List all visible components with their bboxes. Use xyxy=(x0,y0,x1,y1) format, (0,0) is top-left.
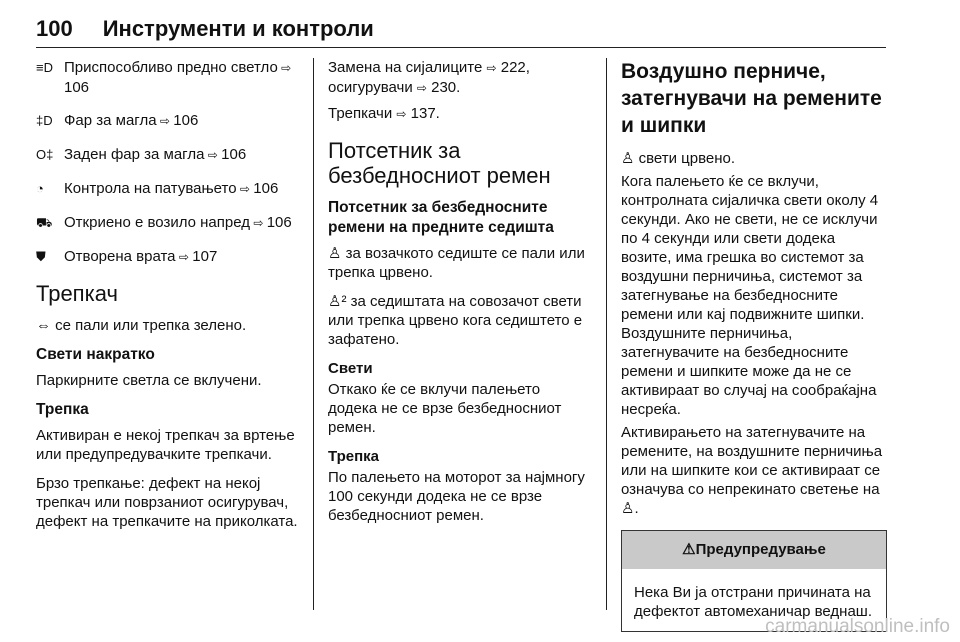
subheading-lights: Свети xyxy=(328,360,373,377)
header-divider xyxy=(36,47,886,48)
page-header xyxy=(36,6,886,42)
column-divider xyxy=(313,58,314,610)
paragraph: По палењето на моторот за најмногу 100 секунди додека не се врзе безбедносниот ремен. xyxy=(328,469,585,524)
reference-arrow-icon: ⇨ xyxy=(396,107,407,121)
column-3 xyxy=(621,58,887,632)
reference-arrow-icon: ⇨ xyxy=(204,148,222,162)
subheading-blinks: Трепка xyxy=(328,448,380,465)
paragraph: Паркирните светла се вклучени. xyxy=(36,372,262,389)
warning-header: ⚠Предупредување xyxy=(622,531,886,569)
reference-arrow-icon: ⇨ xyxy=(277,61,292,75)
paragraph: ♙² за седиштата на совозачот свети или трепка црвено кога седиштето е зафатено. xyxy=(328,293,583,348)
page-title: Инструменти и контроли xyxy=(102,16,374,41)
indicator-item xyxy=(36,213,298,233)
reference-arrow-icon: ⇨ xyxy=(416,81,427,95)
page-reference-link[interactable]: 106 xyxy=(221,146,247,163)
subheading-blink: Трепка xyxy=(36,401,89,418)
indicator-text: Откриено е возило напред ⇨ 106 xyxy=(64,214,292,231)
indicator-text: Приспособливо предно светло ⇨ 106 xyxy=(64,59,292,96)
page-reference-link[interactable]: 222 xyxy=(500,59,526,76)
paragraph: ⇔ се пали или трепка зелено. xyxy=(36,317,247,334)
reference-arrow-icon: ⇨ xyxy=(175,250,193,264)
paragraph: ♙ за возачкото седиште се пали или трепка црвено. xyxy=(328,245,585,281)
door-open-icon: ⛊ xyxy=(36,249,46,264)
page-reference-link[interactable]: 106 xyxy=(253,180,279,197)
warning-triangle-icon: ⚠ xyxy=(682,541,696,558)
seatbelt-passenger-icon: ♙² xyxy=(328,293,347,310)
rear-fog-icon: O‡ xyxy=(36,147,54,162)
indicator-text: Фар за магла ⇨ 106 xyxy=(64,112,199,129)
page-reference-link[interactable]: 106 xyxy=(173,112,199,129)
indicator-item xyxy=(36,111,298,131)
front-fog-icon: ‡D xyxy=(36,113,53,128)
airbag-icon: ♙ xyxy=(621,150,635,167)
indicator-item xyxy=(36,179,298,199)
reference-arrow-icon: ⇨ xyxy=(156,114,174,128)
warning-body: Нека Ви ја отстрани причината на дефектот автомеханичар веднаш. xyxy=(634,584,873,620)
subheading-front-seats: Потсетник за безбедносните ремени на предните седишта xyxy=(328,199,554,236)
column-2 xyxy=(328,58,593,535)
reference-arrow-icon: ⇨ xyxy=(236,182,254,196)
page-reference-link[interactable]: 106 xyxy=(64,79,90,96)
column-1 xyxy=(36,58,298,541)
page-number: 100 xyxy=(36,16,73,41)
indicator-text: Контрола на патувањето ⇨ 106 xyxy=(64,180,279,197)
reference-arrow-icon: ⇨ xyxy=(486,61,497,75)
page-reference-link[interactable]: 107 xyxy=(192,248,218,265)
paragraph: Брзо трепкање: дефект на некој трепкач или поврзаниот осигурувач, дефект на трепкачите на приколката. xyxy=(36,475,298,530)
paragraph: Активиран е некој трепкач за вртење или предупредувачките трепкачи. xyxy=(36,427,295,463)
paragraph: Кога палењето ќе се вклучи, контролната сијаличка свети околу 4 секунди. Ако не свети, не се исклучи по 4 секунди или свети додека возите, има грешка во системот за воздушни перничиња, системот за затегнување на безбедносните ремени или кај подвижните шипки. Воздушните перничиња, затегнувачите на безбедносните ремени и шипките може да не се активираат во случај на сообраќајна несреќа. xyxy=(621,173,879,418)
indicator-item xyxy=(36,247,298,267)
column-divider xyxy=(606,58,607,610)
paragraph: Откако ќе се вклучи палењето додека не се врзе безбедносниот ремен. xyxy=(328,381,562,436)
vehicle-detected-icon: ⛟ xyxy=(36,215,53,230)
section-heading-turn: Трепкач xyxy=(36,281,118,306)
watermark: carmanualsonline.info xyxy=(765,616,950,637)
paragraph: Замена на сијалиците ⇨ 222, осигурувачи ⇨ 230. xyxy=(328,59,530,96)
headlight-icon: ≡D xyxy=(36,60,53,75)
turn-signal-icon: ⇔ xyxy=(36,317,51,334)
page-reference-link[interactable]: 137. xyxy=(410,105,440,122)
indicator-text: Заден фар за магла ⇨ 106 xyxy=(64,146,247,163)
indicator-item xyxy=(36,58,298,97)
cruise-control-icon: ◔ xyxy=(36,181,44,196)
paragraph: Трепкачи ⇨ 137. xyxy=(328,105,440,122)
indicator-list xyxy=(36,58,298,267)
section-heading-airbag: Воздушно перниче, затегнувачи на ремените и шипки xyxy=(621,60,882,137)
indicator-item xyxy=(36,145,298,165)
paragraph: ♙ свети црвено. xyxy=(621,150,736,167)
seatbelt-driver-icon: ♙ xyxy=(328,245,342,262)
paragraph: Активирањето на затегнувачите на ремените, на воздушните перничиња или на шипките кои се активираат се означува со непрекинато светење на ♙. xyxy=(621,424,883,517)
subheading-flash: Свети накратко xyxy=(36,346,155,363)
airbag-icon: ♙ xyxy=(621,500,635,517)
section-heading-seatbelt: Потсетник за безбедносниот ремен xyxy=(328,138,551,188)
page-reference-link[interactable]: 230. xyxy=(431,79,461,96)
reference-arrow-icon: ⇨ xyxy=(249,216,267,230)
indicator-text: Отворена врата ⇨ 107 xyxy=(64,248,218,265)
page-reference-link[interactable]: 106 xyxy=(266,214,292,231)
